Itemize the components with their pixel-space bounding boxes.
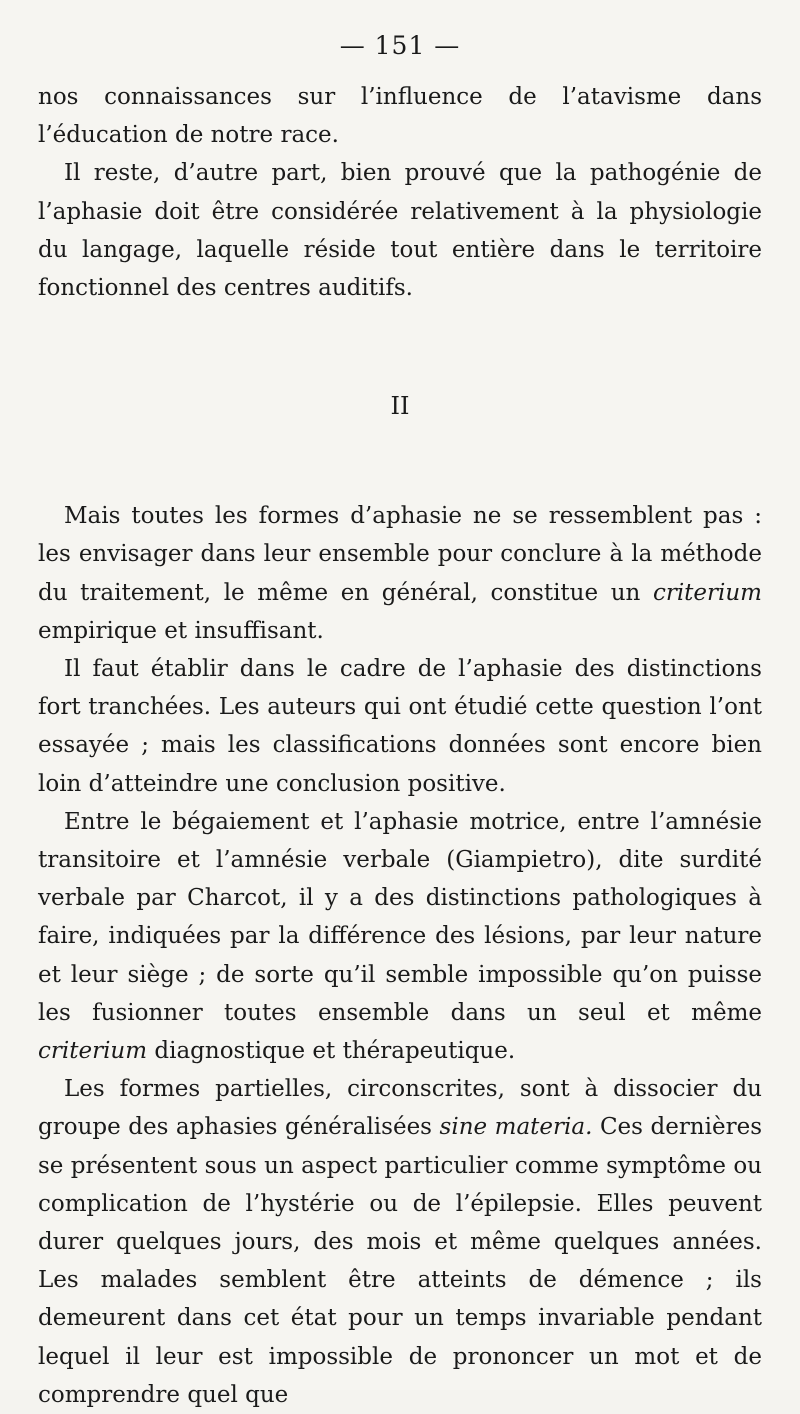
paragraph-distinctions: Il faut établir dans le cadre de l’aphasie des distinctions fort tranchées. Les auteurs qui ont étudié cette question l’ont essayée ; mais les classifications données sont encore bien loin d’atteindre une conclusion positive.	[38, 656, 762, 797]
paragraph-continued: nos connaissances sur l’influence de l’atavisme dans l’éducation de notre race.	[38, 84, 762, 149]
italic-term: criterium	[652, 579, 762, 606]
paragraph-formes-aphasie	[38, 497, 762, 650]
italic-term: criterium	[38, 1038, 148, 1065]
paragraph-text: Ces dernières se présentent sous un aspect particulier comme symptôme ou complication de l’hystérie ou de l’épilepsie. Elles peuvent durer quelques jours, des mois et même quelques années. Les malades semblent être atteints de démence ; ils demeurent dans cet état pour un temps invariable pendant lequel il leur est impossible de prononcer un mot et de comprendre quel que	[38, 1114, 763, 1408]
paragraph-text: Les formes partielles, circonscrites, sont à dissocier du groupe des aphasies généralisées	[38, 1076, 762, 1141]
paragraph-text: Mais toutes les formes d’aphasie ne se ressemblent pas : les envisager dans leur ensemble pour conclure à la méthode du traitement, le même en général, constitue un	[38, 503, 762, 606]
paragraph-text: Entre le bégaiement et l’aphasie motrice, entre l’amnésie transitoire et l’amnésie verbale (Giampietro), dite surdité verbale par Charcot, il y a des distinctions pathologiques à faire, indiquées par la différence des lésions, par leur nature et leur siège ; de sorte qu’il semble impossible qu’on puisse les fusionner toutes ensemble dans un seul et même	[38, 808, 762, 1026]
paragraph-pathogenie: Il reste, d’autre part, bien prouvé que la pathogénie de l’aphasie doit être considérée relativement à la physiologie du langage, laquelle réside tout entière dans le territoire fonctionnel des centres auditifs.	[38, 160, 762, 302]
paragraph-begaiement	[38, 803, 762, 1070]
paragraph-text: diagnostique et thérapeutique.	[147, 1038, 516, 1065]
page-number: — 151 —	[339, 31, 461, 60]
italic-term: sine materia.	[439, 1114, 593, 1141]
body-text	[38, 78, 762, 1414]
paragraph-text: empirique et insuffisant.	[38, 617, 324, 644]
section-heading: II	[390, 392, 410, 421]
paragraph-formes-partielles	[38, 1070, 762, 1414]
